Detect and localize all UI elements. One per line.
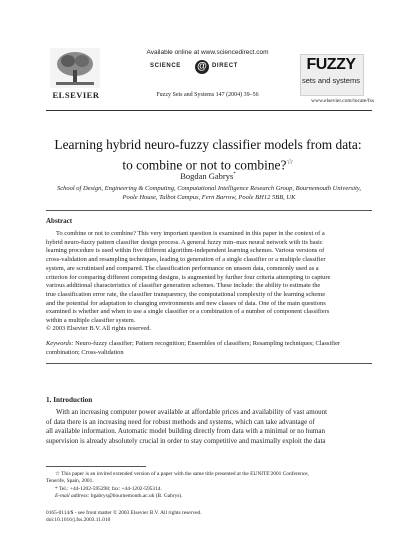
title-footnote-mark[interactable]: ☆ xyxy=(286,157,294,166)
page-footer xyxy=(46,510,372,525)
article-title xyxy=(40,136,376,173)
abstract-copyright: © 2003 Elsevier B.V. All rights reserved. xyxy=(46,325,152,332)
abstract-line: criterion for comparing different competing designs, is augmented by further four criteria attempting to capture xyxy=(46,273,331,281)
publisher-name: ELSEVIER xyxy=(52,90,100,100)
journal-url[interactable]: www.elsevier.com/locate/fss xyxy=(311,98,374,104)
sciencedirect-at-icon: @ xyxy=(195,60,209,74)
abstract-line: To combine or not to combine? This very important question is examined in this paper in the context of a xyxy=(56,230,325,237)
footnote-1-line-1: ☆ This paper is an invited extended version of a paper with the same title presented at the EUNITE'2001 Conference, xyxy=(55,471,309,477)
available-online-text: Available online at www.sciencedirect.com xyxy=(146,49,269,56)
affiliation-line-1: School of Design, Engineering & Computing, Computational Intelligence Research Group, Bournemouth University, xyxy=(56,185,362,192)
abstract-body xyxy=(46,230,372,326)
journal-citation: Fuzzy Sets and Systems 147 (2004) 39–56 xyxy=(156,92,259,98)
journal-cover-title: FUZZY xyxy=(306,56,356,73)
author-affiliation xyxy=(50,184,368,202)
abstract-top-divider xyxy=(46,210,372,211)
affiliation-line-2: Poole House, Talbot Campus, Fern Barrow, Poole BH12 5BB, UK xyxy=(122,194,296,201)
sciencedirect-logo-right: DIRECT xyxy=(212,63,238,69)
header-divider xyxy=(46,110,372,111)
issn-line: 0165-0114/$ - see front matter © 2003 Elsevier B.V. All rights reserved. xyxy=(46,510,202,516)
email-value[interactable]: bgabrys@bournemouth.ac.uk (B. Gabrys). xyxy=(90,492,183,499)
title-line-1: Learning hybrid neuro-fuzzy classifier models from data: xyxy=(54,137,362,152)
doi-line[interactable]: doi:10.1016/j.fss.2003.11.010 xyxy=(46,517,111,524)
footnote-divider xyxy=(46,466,146,467)
abstract-line: various additional characteristics of classifier generation schemes. These include: the ability to estimate the xyxy=(46,282,321,290)
intro-line: With an increasing computer power available at affordable prices and availability of vast amount xyxy=(56,408,328,416)
keywords-line-1: Neuro-fuzzy classifier; Pattern recognition; Ensembles of classifiers; Resampling techniques; Classifier xyxy=(75,340,341,347)
journal-header xyxy=(0,0,400,112)
author-name xyxy=(40,171,376,181)
author-name-text: Bogdan Gabrys xyxy=(180,171,234,181)
footnote-email xyxy=(46,493,372,500)
abstract-line: learning procedure is used within five different algorithm-independent learning schemes. Various versions of xyxy=(46,247,325,255)
abstract-line: system, are scrutinised and compared. The classification performance on unseen data, commonly used as a xyxy=(46,264,319,272)
abstract-line: cross-validation and resampling techniques, leading to generation of a single classifier or a multiple classifier xyxy=(46,256,326,264)
keywords xyxy=(46,340,372,357)
abstract-line: and the potential for adaptation to changing environments and new classes of data. One of the main questions xyxy=(46,299,326,307)
journal-cover-subtitle: sets and systems xyxy=(302,76,360,85)
introduction-body xyxy=(46,408,372,446)
abstract-heading: Abstract xyxy=(46,217,73,225)
email-label: E-mail address: xyxy=(55,492,90,499)
abstract-line: examined is whether and when to use a single classifier or a combination of a number of component classifiers xyxy=(46,308,330,316)
abstract-line: true classification error rate, the classifier transparency, the computational complexity of the learning scheme xyxy=(46,290,326,298)
intro-line: all available information. Automatic model building directly from data with a minimal or no human xyxy=(46,427,325,436)
abstract-bottom-divider xyxy=(46,363,372,364)
elsevier-tree-logo-icon xyxy=(50,48,100,88)
title-line-2-text: to combine or not to combine? xyxy=(122,157,287,173)
keywords-label: Keywords: xyxy=(46,340,74,347)
sciencedirect-logo-left: SCIENCE xyxy=(150,63,181,69)
keywords-line-2: combination; Cross-validation xyxy=(46,348,124,356)
author-footnote-mark[interactable]: * xyxy=(233,172,236,178)
footnotes xyxy=(46,471,372,500)
abstract-line: hybrid neuro-fuzzy pattern classifier design process. A general fuzzy min–max neural network with its basic xyxy=(46,238,323,246)
section-heading-introduction: 1. Introduction xyxy=(46,396,93,404)
intro-line: supervision is already absolutely crucial in order to stay competitive and maximally exploit the data xyxy=(46,436,326,445)
footnote-2: * Tel.: +44-1202-595298; fax: +44-1202-595314. xyxy=(55,485,162,492)
footnote-1-line-2: Tenerife, Spain, 2001. xyxy=(46,478,94,485)
abstract-line: within a multiple classifier system. xyxy=(46,317,136,325)
intro-line: of data there is an increasing need for robust methods and systems, which can take advantage of xyxy=(46,417,315,426)
